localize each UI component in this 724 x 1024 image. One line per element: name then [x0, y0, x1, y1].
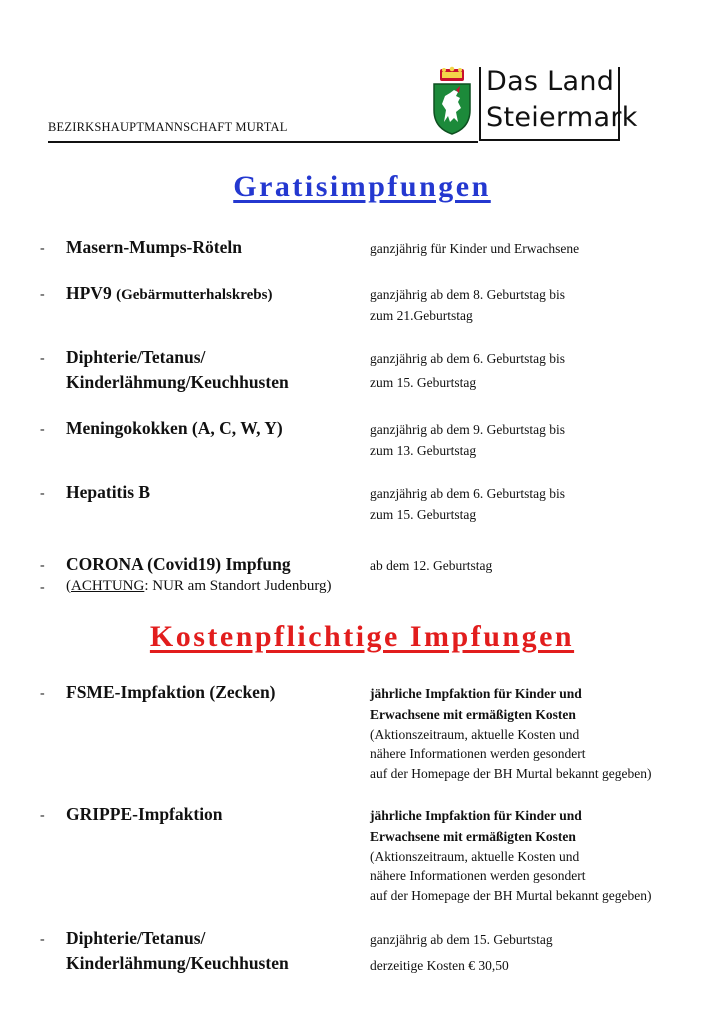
- header-rule: [48, 141, 478, 143]
- vaccine-description-note: auf der Homepage der BH Murtal bekannt gegeben): [370, 888, 652, 903]
- vaccine-description-cont: zum 13. Geburtstag: [370, 443, 477, 458]
- styrian-panther-crest-icon: [430, 66, 474, 136]
- list-dash: -: [40, 558, 45, 573]
- vaccine-description: ganzjährig ab dem 6. Geburtstag bis: [370, 351, 565, 366]
- vaccine-description-note: auf der Homepage der BH Murtal bekannt gegeben): [370, 766, 652, 781]
- logo-text-line2: Steiermark: [486, 102, 638, 133]
- vaccine-name-main: HPV9: [66, 283, 112, 303]
- list-dash: -: [40, 287, 45, 302]
- vaccine-name: FSME-Impfaktion (Zecken): [66, 682, 276, 702]
- vaccine-description-note: (Aktionszeitraum, aktuelle Kosten und: [370, 727, 580, 742]
- note-open-paren: (: [66, 578, 71, 594]
- vaccine-name: GRIPPE-Impfaktion: [66, 804, 223, 824]
- vaccine-description: ganzjährig ab dem 15. Geburtstag: [370, 932, 553, 947]
- vaccine-description-bold-cont: Erwachsene mit ermäßigten Kosten: [370, 707, 576, 722]
- vaccine-description-cont: zum 15. Geburtstag: [370, 375, 477, 390]
- free-vaccinations-title: Gratisimpfungen: [233, 170, 491, 203]
- organization-name: BEZIRKSHAUPTMANNSCHAFT MURTAL: [48, 120, 288, 134]
- vaccine-name: Masern-Mumps-Röteln: [66, 237, 242, 257]
- vaccine-name: Diphterie/Tetanus/: [66, 928, 206, 948]
- logo-text-line1: Das Land: [486, 66, 615, 97]
- vaccine-name: [66, 281, 272, 308]
- paid-vaccinations-title: Kostenpflichtige Impfungen: [149, 620, 575, 653]
- note-rest: : NUR am Standort Judenburg): [144, 578, 332, 594]
- vaccine-description-note: nähere Informationen werden gesondert: [370, 746, 586, 761]
- vaccine-description-cont: zum 21.Geburtstag: [370, 308, 473, 323]
- vaccine-description-bold: jährliche Impfaktion für Kinder und: [370, 686, 582, 701]
- list-dash: -: [40, 422, 45, 437]
- vaccine-description: ganzjährig ab dem 6. Geburtstag bis: [370, 486, 565, 501]
- list-dash: -: [40, 580, 45, 595]
- vaccine-description-bold: jährliche Impfaktion für Kinder und: [370, 808, 582, 823]
- list-dash: -: [40, 932, 45, 947]
- vaccine-description-note: nähere Informationen werden gesondert: [370, 868, 586, 883]
- vaccine-description: ganzjährig ab dem 9. Geburtstag bis: [370, 422, 565, 437]
- land-steiermark-logo: [430, 66, 638, 144]
- list-dash: -: [40, 686, 45, 701]
- list-dash: -: [40, 808, 45, 823]
- list-dash: -: [40, 486, 45, 501]
- vaccine-description-cont: derzeitige Kosten € 30,50: [370, 958, 509, 973]
- vaccine-description-cont: zum 15. Geburtstag: [370, 507, 477, 522]
- vaccine-description-note: (Aktionszeitraum, aktuelle Kosten und: [370, 849, 580, 864]
- vaccine-name-cont: Kinderlähmung/Keuchhusten: [66, 372, 289, 392]
- vaccine-name-cont: Kinderlähmung/Keuchhusten: [66, 953, 289, 973]
- vaccine-name: Hepatitis B: [66, 482, 151, 502]
- vaccine-description: ab dem 12. Geburtstag: [370, 558, 493, 573]
- vaccine-name: CORONA (Covid19) Impfung: [66, 554, 291, 574]
- vaccine-name: Diphterie/Tetanus/: [66, 347, 206, 367]
- attention-keyword: ACHTUNG: [71, 578, 145, 594]
- attention-note-text: [66, 578, 332, 595]
- vaccine-description: ganzjährig ab dem 8. Geburtstag bis: [370, 287, 565, 302]
- vaccine-name-detail: (Gebärmutterhalskrebs): [116, 287, 273, 303]
- list-dash: -: [40, 241, 45, 256]
- list-dash: -: [40, 351, 45, 366]
- vaccine-description: ganzjährig für Kinder und Erwachsene: [370, 241, 580, 256]
- vaccine-name: Meningokokken (A, C, W, Y): [66, 418, 283, 438]
- vaccine-description-bold-cont: Erwachsene mit ermäßigten Kosten: [370, 829, 576, 844]
